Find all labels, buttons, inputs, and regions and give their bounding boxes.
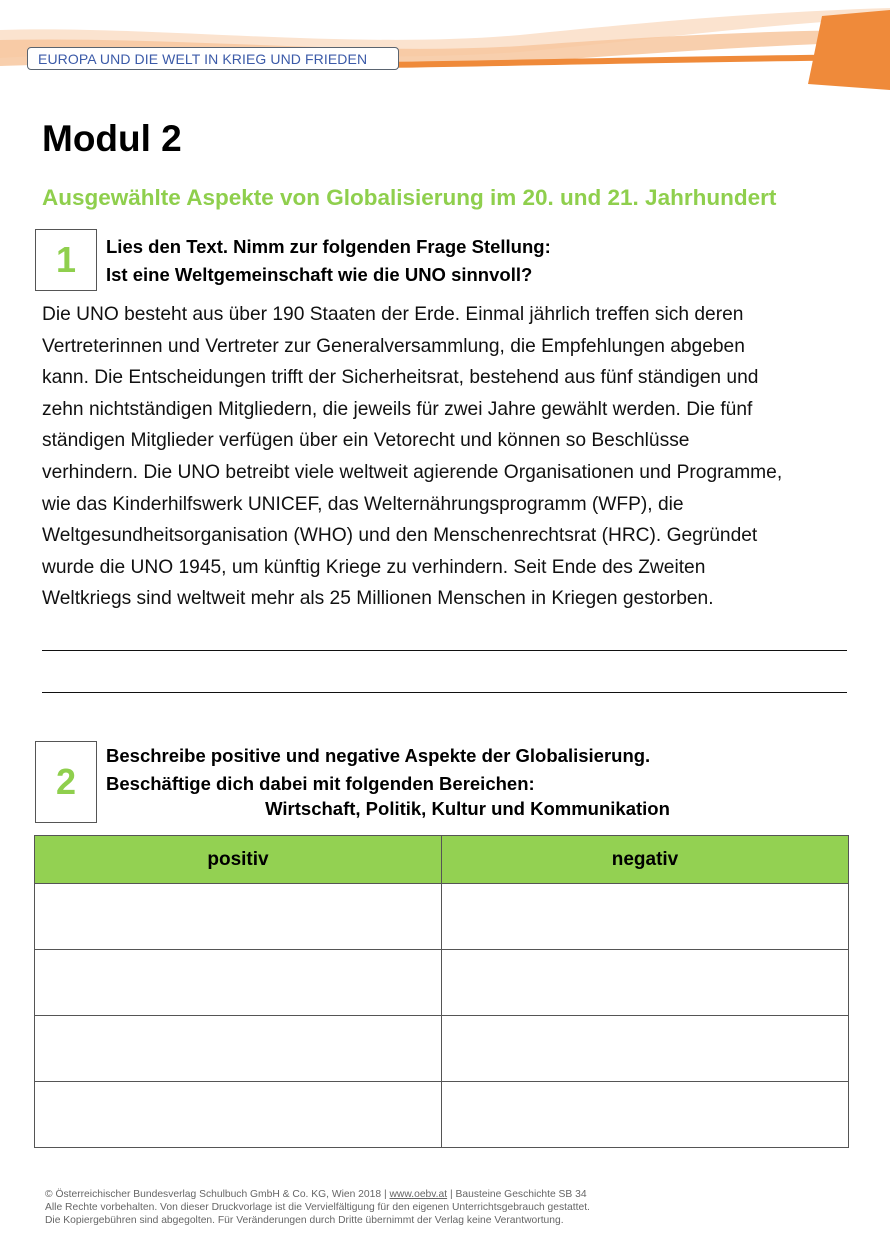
answer-cell-negative[interactable]: [442, 950, 849, 1016]
answer-line-1[interactable]: [42, 650, 847, 651]
answer-cell-positive[interactable]: [35, 950, 442, 1016]
text-line: Die UNO besteht aus über 190 Staaten der Erde. Einmal jährlich treffen sich deren: [42, 304, 744, 325]
task-1-reading-text: [42, 299, 852, 615]
table-row: [35, 1016, 849, 1082]
task-1-instruction: [106, 233, 551, 289]
footer-line-3: Die Kopiergebühren sind abgegolten. Für Veränderungen durch Dritte übernimmt der Verlag keine Verantwortung.: [45, 1215, 564, 1226]
footer-book-ref: | Bausteine Geschichte SB 34: [447, 1189, 587, 1200]
footer-copyright: [45, 1188, 590, 1227]
task-number-1: 1: [35, 229, 97, 291]
column-header-positive: positiv: [35, 836, 442, 884]
table-row: [35, 884, 849, 950]
text-line: kann. Die Entscheidungen trifft der Sicherheitsrat, bestehend aus fünf ständigen und: [42, 367, 759, 389]
answer-cell-negative[interactable]: [442, 1082, 849, 1148]
table-row: [35, 950, 849, 1016]
answer-cell-negative[interactable]: [442, 1016, 849, 1082]
pros-cons-table: [34, 835, 849, 1148]
text-line: ständigen Mitglieder verfügen über ein Vetorecht und können so Beschlüsse: [42, 430, 690, 452]
answer-cell-positive[interactable]: [35, 1016, 442, 1082]
text-line: Weltkriegs sind weltweit mehr als 25 Millionen Menschen in Kriegen gestorben.: [42, 588, 714, 610]
text-line: wie das Kinderhilfswerk UNICEF, das Welternährungsprogramm (WFP), die: [42, 493, 684, 515]
answer-cell-negative[interactable]: [442, 884, 849, 950]
task-2-instruction-line1: Beschreibe positive und negative Aspekte der Globalisierung.: [106, 745, 651, 766]
series-label: EUROPA UND DIE WELT IN KRIEG UND FRIEDEN: [27, 47, 399, 70]
page-subtitle: Ausgewählte Aspekte von Globalisierung im 20. und 21. Jahrhundert: [42, 185, 777, 210]
task-1-instruction-line1: Lies den Text. Nimm zur folgenden Frage Stellung:: [106, 236, 551, 257]
footer-line-2: Alle Rechte vorbehalten. Von dieser Druckvorlage ist die Vervielfältigung für den eigenen Unterrichtsgebrauch gestattet.: [45, 1202, 590, 1213]
task-2-areas: Wirtschaft, Politik, Kultur und Kommunikation: [265, 798, 670, 819]
text-line: verhindern. Die UNO betreibt viele weltweit agierende Organisationen und Programme,: [42, 461, 783, 483]
task-1-instruction-line2: Ist eine Weltgemeinschaft wie die UNO sinnvoll?: [106, 264, 533, 285]
table-row: [35, 1082, 849, 1148]
table-header-row: [35, 836, 849, 884]
task-2-instruction: [106, 742, 650, 798]
answer-cell-positive[interactable]: [35, 884, 442, 950]
publisher-website-link[interactable]: www.oebv.at: [389, 1189, 448, 1200]
answer-cell-positive[interactable]: [35, 1082, 442, 1148]
text-line: Vertreterinnen und Vertreter zur Generalversammlung, die Empfehlungen abgeben: [42, 335, 745, 357]
text-line: zehn nichtständigen Mitgliedern, die jeweils für zwei Jahre gewählt werden. Die fünf: [42, 398, 753, 420]
text-line: wurde die UNO 1945, um künftig Kriege zu verhindern. Seit Ende des Zweiten: [42, 556, 706, 578]
footer-publisher: © Österreichischer Bundesverlag Schulbuch GmbH & Co. KG, Wien 2018 |: [45, 1189, 390, 1200]
answer-line-2[interactable]: [42, 692, 847, 693]
column-header-negative: negativ: [442, 836, 849, 884]
page-title: Modul 2: [42, 118, 182, 159]
text-line: Weltgesundheitsorganisation (WHO) und den Menschenrechtsrat (HRC). Gegründet: [42, 525, 758, 547]
footer-line-1: [45, 1188, 590, 1201]
task-number-2: 2: [35, 741, 97, 823]
task-2-instruction-line2: Beschäftige dich dabei mit folgenden Bereichen:: [106, 773, 535, 794]
